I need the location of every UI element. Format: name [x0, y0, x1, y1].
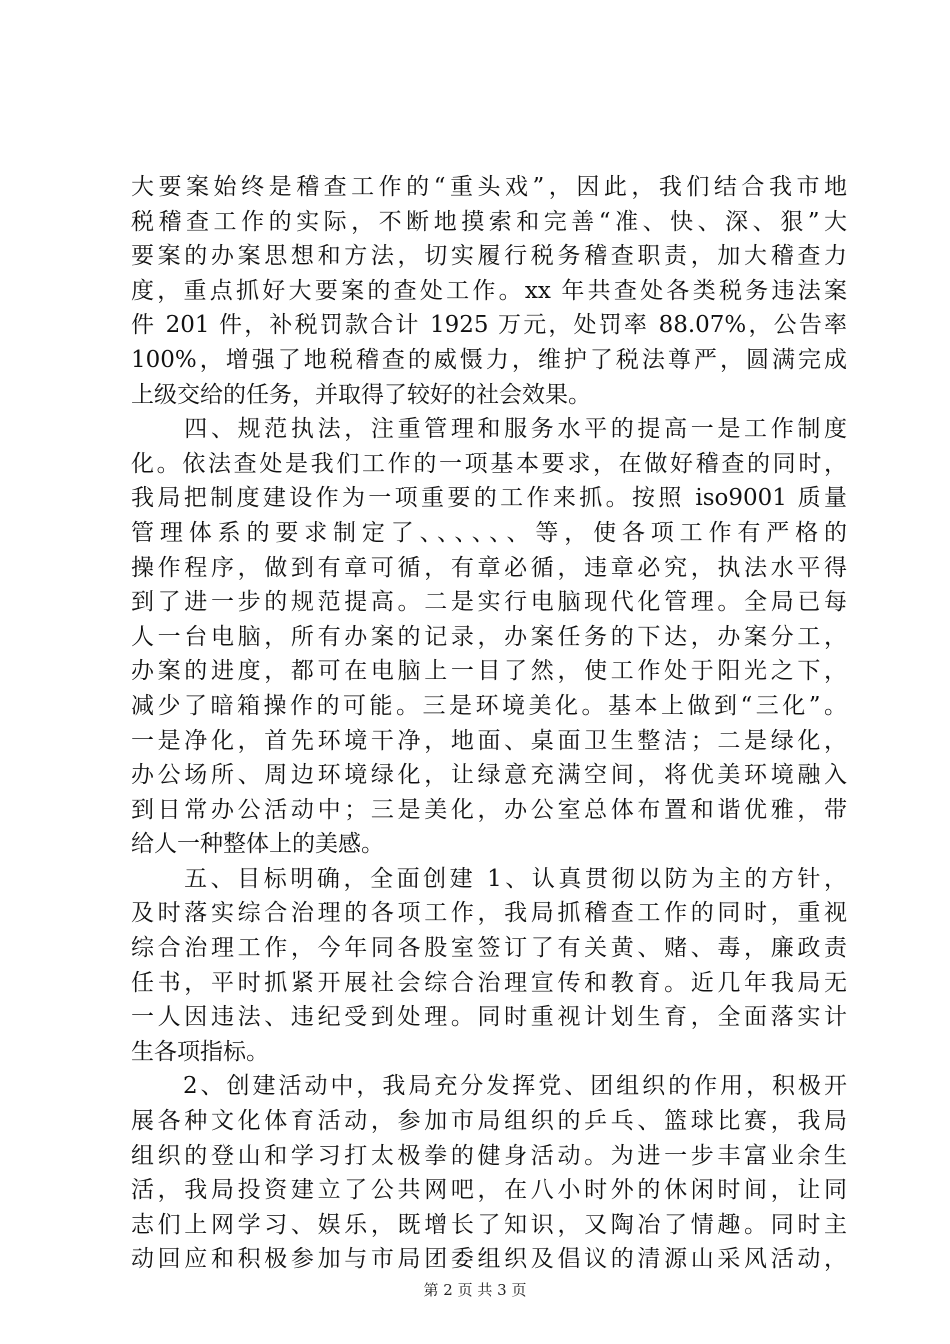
- text-line: 及时落实综合治理的各项工作，我局抓稽查工作的同时，重视: [131, 900, 847, 927]
- text-line: 生各项指标。: [131, 1038, 269, 1065]
- text-line: 上级交给的任务，并取得了较好的社会效果。: [131, 381, 591, 408]
- text-line: 管理体系的要求制定了、、、、、、等，使各项工作有严格的: [131, 519, 847, 546]
- text-line: 我局把制度建设作为一项重要的工作来抓。按照 iso9001 质量: [131, 485, 847, 512]
- text-line: 一是净化，首先环境干净，地面、桌面卫生整洁；二是绿化，: [131, 727, 847, 754]
- text-line: 组织的登山和学习打太极拳的健身活动。为进一步丰富业余生: [131, 1142, 847, 1169]
- text-line: 大要案始终是稽查工作的“重头戏”，因此，我们结合我市地: [131, 174, 847, 200]
- text-line: 税稽查工作的实际，不断地摸索和完善“准、快、深、狠”大: [131, 208, 847, 235]
- text-line: 到日常办公活动中；三是美化，办公室总体布置和谐优雅，带: [131, 796, 847, 823]
- text-line: 展各种文化体育活动，参加市局组织的乒乓、篮球比赛，我局: [131, 1108, 847, 1135]
- text-line: 100%，增强了地税稽查的威慑力，维护了税法尊严，圆满完成: [131, 346, 847, 373]
- text-line: 四、规范执法，注重管理和服务水平的提高一是工作制度: [131, 416, 847, 443]
- text-line: 到了进一步的规范提高。二是实行电脑现代化管理。全局已每: [131, 589, 847, 616]
- text-line: 动回应和积极参加与市局团委组织及倡议的清源山采风活动，: [131, 1246, 847, 1273]
- text-line: 减少了暗箱操作的可能。三是环境美化。基本上做到“三化”。: [131, 692, 847, 719]
- text-line: 化。依法查处是我们工作的一项基本要求，在做好稽查的同时，: [131, 450, 847, 477]
- text-line: 志们上网学习、娱乐，既增长了知识，又陶冶了情趣。同时主: [131, 1211, 847, 1238]
- text-line: 办公场所、周边环境绿化，让绿意充满空间，将优美环境融入: [131, 762, 847, 789]
- text-line: 要案的办案思想和方法，切实履行税务稽查职责，加大稽查力: [131, 243, 847, 270]
- page-footer: 第 2 页 共 3 页: [423, 1281, 527, 1299]
- text-line: 一人因违法、违纪受到处理。同时重视计划生育，全面落实计: [131, 1004, 847, 1031]
- text-line: 人一台电脑，所有办案的记录，办案任务的下达，办案分工，: [131, 623, 847, 650]
- text-line: 度，重点抓好大要案的查处工作。xx 年共查处各类税务违法案: [131, 277, 847, 304]
- text-line: 件 201 件，补税罚款合计 1925 万元，处罚率 88.07%，公告率: [131, 312, 847, 339]
- text-line: 操作程序，做到有章可循，有章必循，违章必究，执法水平得: [131, 554, 847, 581]
- text-line: 活，我局投资建立了公共网吧，在八小时外的休闲时间，让同: [131, 1177, 847, 1204]
- text-line: 五、目标明确，全面创建 1、认真贯彻以防为主的方针，: [131, 865, 847, 892]
- text-line: 综合治理工作，今年同各股室签订了有关黄、赌、毒，廉政责: [131, 935, 847, 962]
- text-line: 办案的进度，都可在电脑上一目了然，使工作处于阳光之下，: [131, 658, 847, 685]
- text-line: 给人一种整体上的美感。: [131, 831, 384, 858]
- document-body: [131, 170, 847, 1277]
- text-line: 2、创建活动中，我局充分发挥党、团组织的作用，积极开: [131, 1073, 847, 1100]
- text-line: 任书，平时抓紧开展社会综合治理宣传和教育。近几年我局无: [131, 969, 847, 996]
